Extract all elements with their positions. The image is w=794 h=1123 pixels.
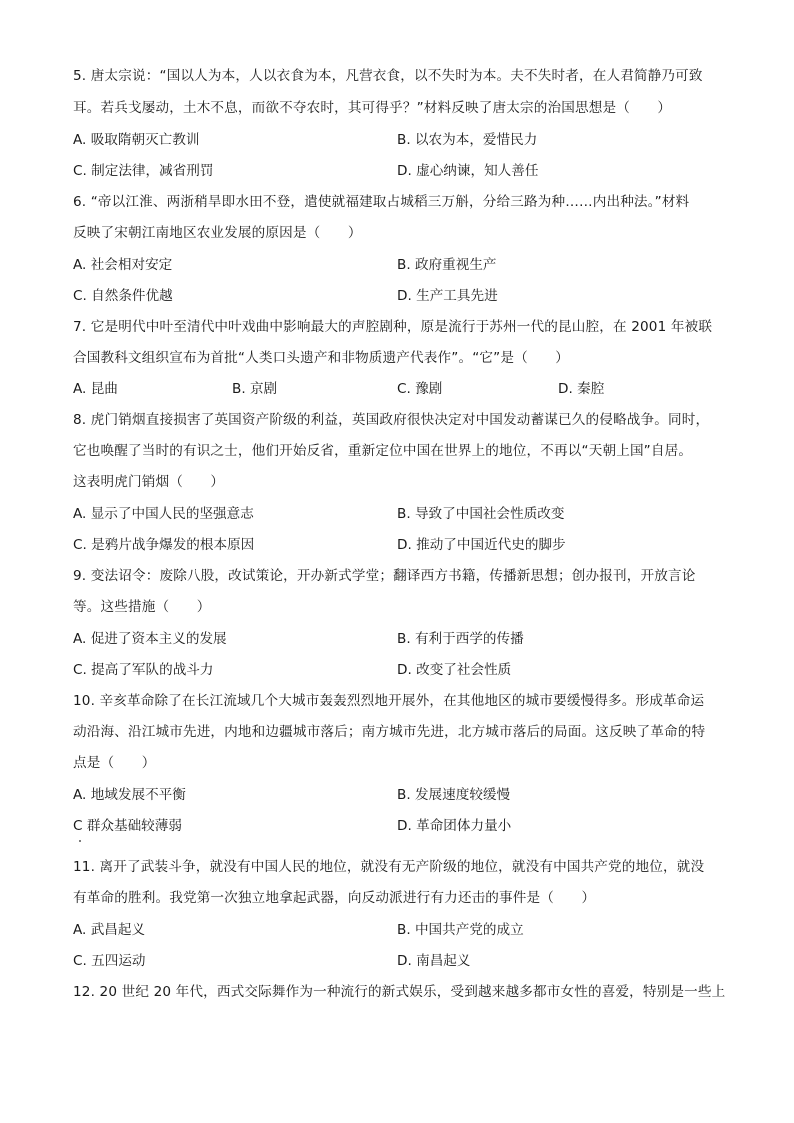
question-7-option-a: A. 昆曲 bbox=[73, 381, 118, 397]
question-6-line-1: 6. “帝以江淮、两浙稍旱即水田不登，遣使就福建取占城稻三万斛，分给三路为种……内出种法。”材料 bbox=[73, 194, 690, 210]
question-5-line-2: 耳。若兵戈屡动，土木不息，而欲不夺农时，其可得乎？”材料反映了唐太宗的治国思想是（ ） bbox=[73, 100, 672, 116]
question-10-option-d: D. 革命团体力量小 bbox=[397, 818, 512, 834]
question-8-option-a: A. 显示了中国人民的坚强意志 bbox=[73, 506, 254, 522]
question-7-line-1: 7. 它是明代中叶至清代中叶戏曲中影响最大的声腔剧种，原是流行于苏州一代的昆山腔，在 2001 年被联 bbox=[73, 319, 713, 335]
question-9-option-c: C. 提高了军队的战斗力 bbox=[73, 662, 214, 678]
question-10-option-a: A. 地域发展不平衡 bbox=[73, 787, 186, 803]
question-10-line-1: 10. 辛亥革命除了在长江流域几个大城市轰轰烈烈地开展外，在其他地区的城市要缓慢得多。形成革命运 bbox=[73, 693, 705, 709]
question-5-option-c: C. 制定法律，减省刑罚 bbox=[73, 163, 214, 179]
question-5-option-b: B. 以农为本，爱惜民力 bbox=[397, 132, 538, 148]
question-6-option-b: B. 政府重视生产 bbox=[397, 257, 497, 273]
question-7-option-c: C. 豫剧 bbox=[397, 381, 443, 397]
question-9-option-a: A. 促进了资本主义的发展 bbox=[73, 631, 227, 647]
question-8-option-b: B. 导致了中国社会性质改变 bbox=[397, 506, 565, 522]
question-11-option-b: B. 中国共产党的成立 bbox=[397, 922, 524, 938]
question-7-line-2: 合国教科文组织宣布为首批“人类口头遗产和非物质遗产代表作”。“它”是（ ） bbox=[73, 350, 570, 366]
question-9-line-1: 9. 变法诏令：废除八股，改试策论，开办新式学堂；翻译西方书籍，传播新思想；创办报刊，开放言论 bbox=[73, 568, 696, 584]
question-5-line-1: 5. 唐太宗说：“国以人为本，人以衣食为本，凡营衣食，以不失时为本。夫不失时者，在人君简静乃可致 bbox=[73, 68, 703, 84]
question-6-option-c: C. 自然条件优越 bbox=[73, 288, 173, 304]
question-8-option-d: D. 推动了中国近代史的脚步 bbox=[397, 537, 566, 553]
question-9-option-d: D. 改变了社会性质 bbox=[397, 662, 512, 678]
question-10-option-b: B. 发展速度较缓慢 bbox=[397, 787, 511, 803]
question-7-option-b: B. 京剧 bbox=[232, 381, 278, 397]
question-10-line-2: 动沿海、沿江城市先进，内地和边疆城市落后；南方城市先进，北方城市落后的局面。这反映了革命的特 bbox=[73, 724, 706, 740]
question-9-line-2: 等。这些措施（ ） bbox=[73, 599, 211, 615]
question-5-option-d: D. 虚心纳谏，知人善任 bbox=[397, 163, 539, 179]
question-6-option-a: A. 社会相对安定 bbox=[73, 257, 173, 273]
question-9-option-b: B. 有利于西学的传播 bbox=[397, 631, 524, 647]
question-6-option-d: D. 生产工具先进 bbox=[397, 288, 498, 304]
question-8-line-3: 这表明虎门销烟（ ） bbox=[73, 474, 225, 490]
question-10-line-3: 点是（ ） bbox=[73, 755, 156, 771]
question-10-option-c: C 群众基础较薄弱 bbox=[73, 818, 182, 834]
stray-dot-mark bbox=[79, 840, 81, 842]
question-8-line-1: 8. 虎门销烟直接损害了英国资产阶级的利益，英国政府很快决定对中国发动蓄谋已久的侵略战争。同时， bbox=[73, 412, 710, 428]
question-12-line-1: 12. 20 世纪 20 年代，西式交际舞作为一种流行的新式娱乐，受到越来越多都市女性的喜爱，特别是一些上 bbox=[73, 984, 726, 1000]
question-5-option-a: A. 吸取隋朝灭亡教训 bbox=[73, 132, 200, 148]
question-6-line-2: 反映了宋朝江南地区农业发展的原因是（ ） bbox=[73, 225, 362, 241]
question-11-option-a: A. 武昌起义 bbox=[73, 922, 146, 938]
question-11-option-d: D. 南昌起义 bbox=[397, 953, 471, 969]
question-8-option-c: C. 是鸦片战争爆发的根本原因 bbox=[73, 537, 255, 553]
question-11-line-1: 11. 离开了武装斗争，就没有中国人民的地位，就没有无产阶级的地位，就没有中国共产党的地位，就没 bbox=[73, 859, 705, 875]
question-7-option-d: D. 秦腔 bbox=[558, 381, 605, 397]
question-11-line-2: 有革命的胜利。我党第一次独立地拿起武器，向反动派进行有力还击的事件是（ ） bbox=[73, 890, 596, 906]
question-11-option-c: C. 五四运动 bbox=[73, 953, 146, 969]
question-8-line-2: 它也唤醒了当时的有识之士，他们开始反省，重新定位中国在世界上的地位，不再以“天朝上国”自居。 bbox=[73, 443, 693, 459]
